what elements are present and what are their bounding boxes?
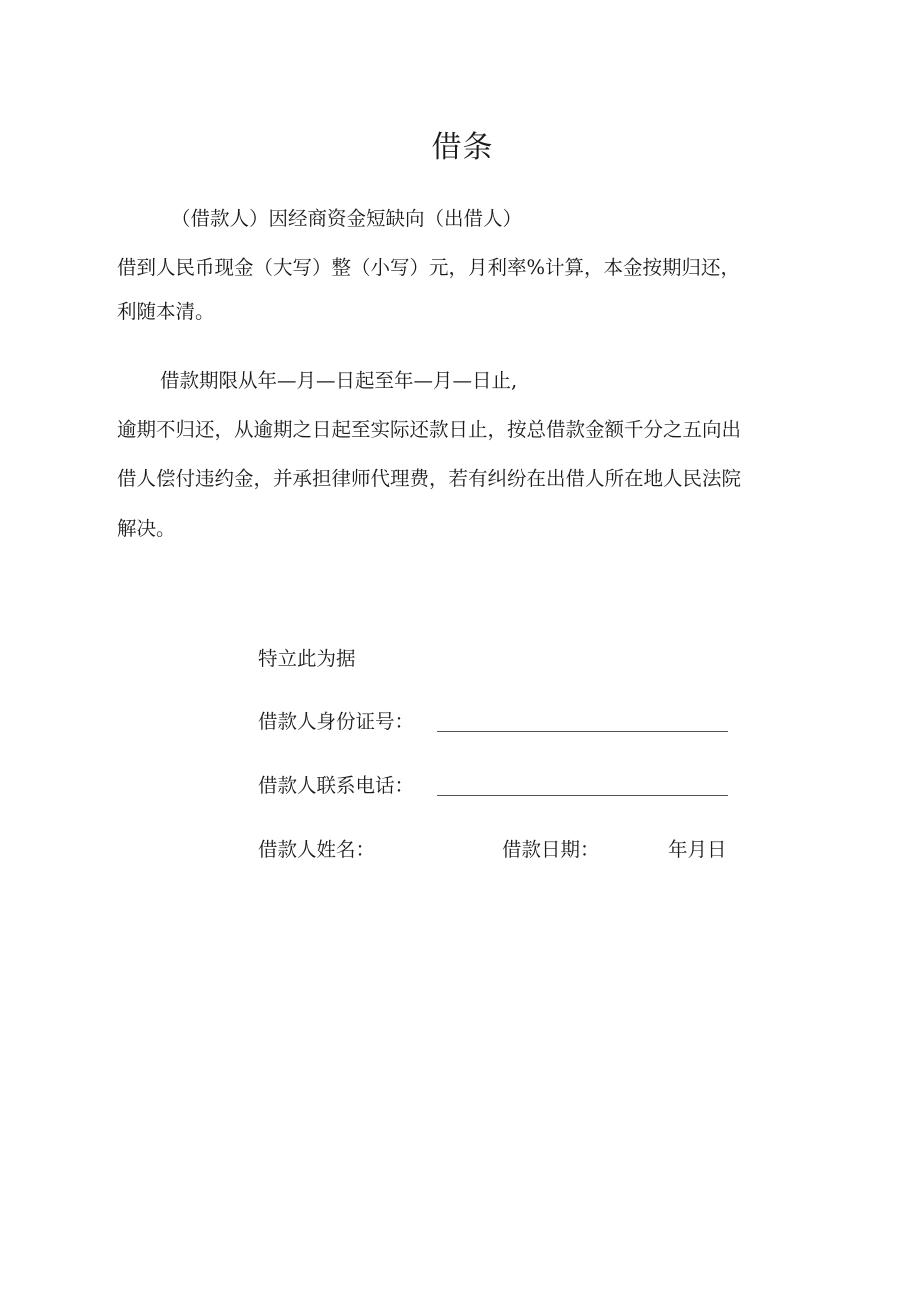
- borrower-id-label: 借款人身份证号：: [258, 710, 415, 733]
- paragraph2-line4: 解决。: [117, 517, 176, 540]
- borrower-phone-label: 借款人联系电话：: [258, 774, 415, 797]
- document-title: 借条: [431, 130, 494, 165]
- paragraph2-line3: 借人偿付违约金，并承担律师代理费，若有纠纷在出借人所在地人民法院: [117, 467, 742, 490]
- borrower-id-blank[interactable]: [437, 731, 728, 732]
- paragraph2-line1: 借款期限从年—月—日起至年—月—日止,: [160, 369, 518, 392]
- borrower-phone-blank[interactable]: [437, 795, 728, 796]
- loan-date-label: 借款日期：: [502, 838, 600, 861]
- paragraph1-line1: （借款人）因经商资金短缺向（出借人）: [171, 207, 523, 230]
- declaration-text: 特立此为据: [258, 647, 356, 670]
- paragraph2-line2: 逾期不归还，从逾期之日起至实际还款日止，按总借款金额千分之五向出: [117, 418, 742, 441]
- borrower-name-label: 借款人姓名：: [258, 838, 376, 861]
- loan-date-value: 年月日: [668, 838, 727, 861]
- paragraph1-line3: 利随本清。: [117, 300, 215, 323]
- paragraph1-line2: 借到人民币现金（大写）整（小写）元，月利率%计算，本金按期归还，: [117, 256, 741, 279]
